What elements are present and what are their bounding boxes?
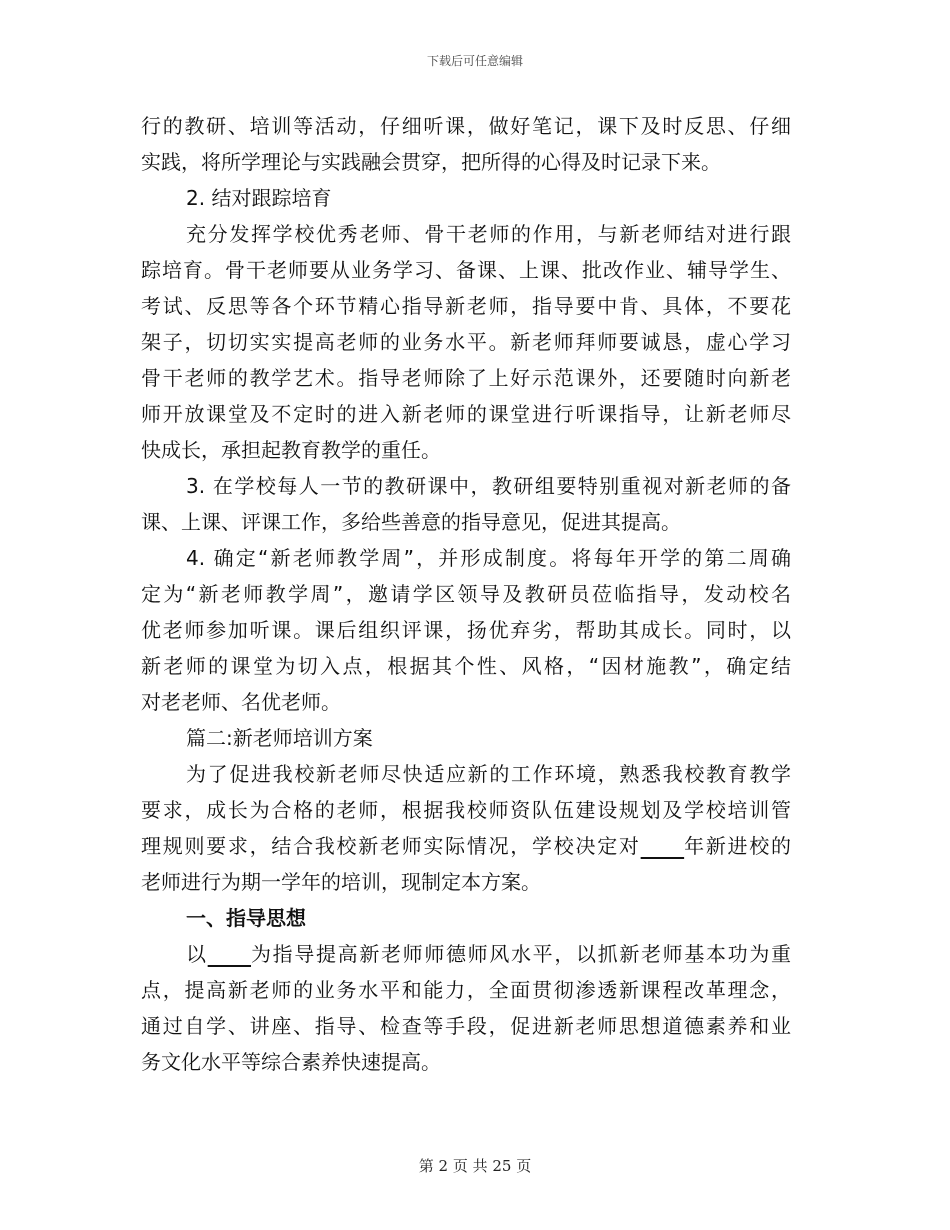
section-heading: 一、指导思想 <box>186 906 306 930</box>
body-line: 实践，将所学理论与实践融会贯穿，把所得的心得及时记录下来。 <box>141 150 721 174</box>
body-line: 对老老师、名优老师。 <box>141 690 341 714</box>
body-line: 课、上课、评课工作，多给些善意的指导意见，促进其提高。 <box>141 510 681 534</box>
body-line: 快成长，承担起教育教学的重任。 <box>141 438 441 462</box>
section-title-part-two: 篇二:新老师培训方案 <box>186 726 373 750</box>
body-line: 优老师参加听课。课后组织评课，扬优弃劣，帮助其成长。同时，以 <box>141 618 791 642</box>
body-text: 为指导提高新老师师德师风水平，以抓新老师基本功为重 <box>251 942 791 966</box>
fill-in-blank <box>641 834 684 858</box>
body-text: 理规则要求，结合我校新老师实际情况，学校决定对 <box>141 834 641 858</box>
body-line: 要求，成长为合格的老师，根据我校师资队伍建设规划及学校培训管 <box>141 798 791 822</box>
body-line: 通过自学、讲座、指导、检查等手段，促进新老师思想道德素养和业 <box>141 1014 791 1038</box>
body-text: 以 <box>186 942 208 966</box>
body-line: 务文化水平等综合素养快速提高。 <box>141 1050 441 1074</box>
body-line: 点，提高新老师的业务水平和能力，全面贯彻渗透新课程改革理念， <box>141 978 791 1002</box>
body-line: 踪培育。骨干老师要从业务学习、备课、上课、批改作业、辅导学生、 <box>141 258 791 282</box>
body-line: 4. 确定“新老师教学周”，并形成制度。将每年开学的第二周确 <box>186 546 791 570</box>
body-line: 考试、反思等各个环节精心指导新老师，指导要中肯、具体，不要花 <box>141 294 791 318</box>
body-line: 骨干老师的教学艺术。指导老师除了上好示范课外，还要随时向新老 <box>141 366 791 390</box>
body-line: 定为“新老师教学周”，邀请学区领导及教研员莅临指导，发动校名 <box>141 582 791 606</box>
body-text: 年新进校的 <box>684 834 791 858</box>
body-line <box>141 831 791 861</box>
page-header: 下载后可任意编辑 <box>426 54 523 68</box>
body-line: 行的教研、培训等活动，仔细听课，做好笔记，课下及时反思、仔细 <box>141 114 791 138</box>
body-line: 新老师的课堂为切入点，根据其个性、风格，“因材施教”，确定结 <box>141 654 791 678</box>
page-footer: 第 2 页 共 25 页 <box>418 1157 532 1175</box>
body-line <box>186 939 791 969</box>
body-line: 师开放课堂及不定时的进入新老师的课堂进行听课指导，让新老师尽 <box>141 402 791 426</box>
body-line: 充分发挥学校优秀老师、骨干老师的作用，与新老师结对进行跟 <box>186 222 791 246</box>
body-line: 为了促进我校新老师尽快适应新的工作环境，熟悉我校教育教学 <box>186 762 791 786</box>
body-line: 老师进行为期一学年的培训，现制定本方案。 <box>141 870 541 894</box>
body-line: 架子，切切实实提高老师的业务水平。新老师拜师要诚恳，虚心学习 <box>141 330 791 354</box>
fill-in-blank <box>208 942 251 966</box>
body-line: 3. 在学校每人一节的教研课中，教研组要特别重视对新老师的备 <box>186 474 791 498</box>
subheading-pairing: 2. 结对跟踪培育 <box>186 186 332 210</box>
